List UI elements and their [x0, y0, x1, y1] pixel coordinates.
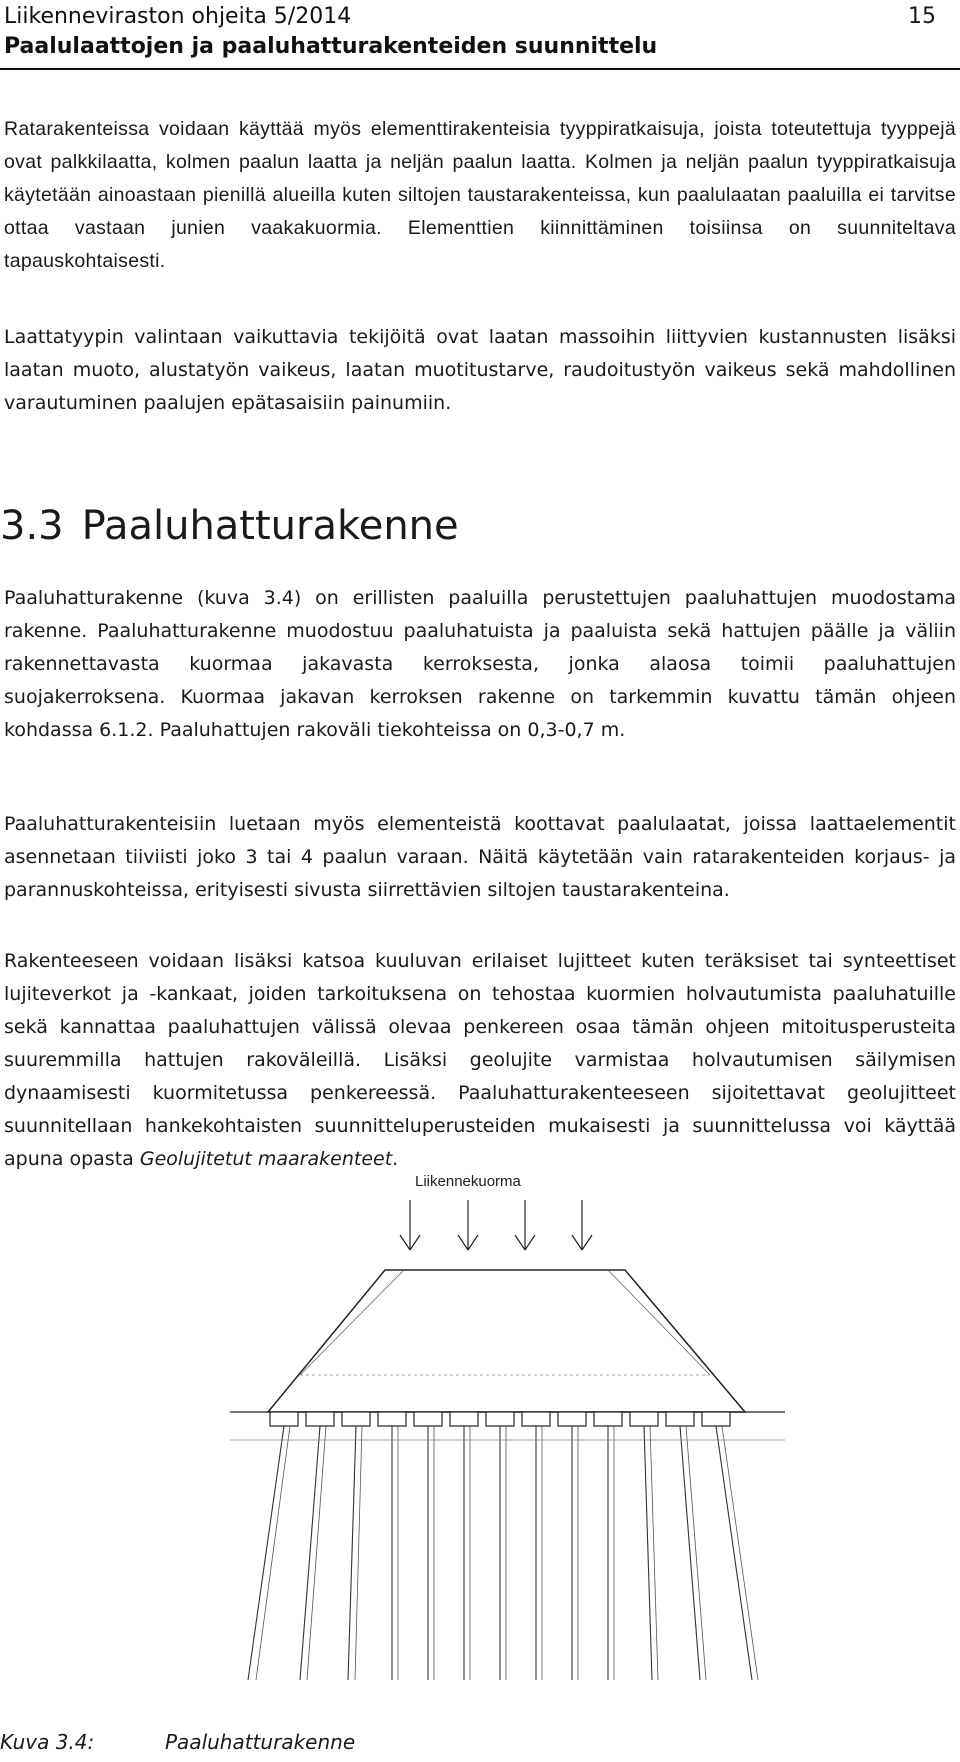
paragraph-element-types: Ratarakenteissa voidaan käyttää myös elementtirakenteisia tyyppiratkaisuja, joista toteutettuja tyyppejä ovat palkkilaatta, kolmen paalun laatta ja neljän paalun laatta. Kolmen ja neljän paalun tyyppiratkaisuja käytetään ainoastaan pienillä alueilla kuten siltojen taustarakenteissa, kun paalulaatan paaluilla ei tarvitse ottaa vastaan junien vaakakuormia. Elementtien kiinnittäminen toisiinsa on suunniteltava tapauskohtaisesti. — [4, 118, 956, 272]
embankment-outline — [268, 1270, 745, 1412]
figure-pile-cap-structure — [0, 1150, 960, 1710]
guide-reference: Geolujitetut maarakenteet — [139, 1148, 393, 1170]
load-arrows — [400, 1200, 592, 1250]
pile-caps — [270, 1412, 730, 1426]
pile-cap-diagram — [0, 1150, 960, 1710]
section-heading — [0, 500, 459, 552]
load-arrow-4 — [572, 1200, 592, 1250]
paragraph-element-slabs: Paaluhatturakenteisiin luetaan myös elementeistä koottavat paalulaatat, joissa laattaelementit asennetaan tiiviisti joko 3 tai 4 paalun varaan. Näitä käytetään vain ratarakenteiden korjaus- ja parannuskohteissa, erityisesti sivusta siirrettävien siltojen taustarakenteina. — [4, 813, 956, 901]
header-divider — [0, 68, 960, 70]
paragraph-pile-cap-definition: Paaluhatturakenne (kuva 3.4) on erillisten paaluilla perustettujen paaluhattujen muodostama rakenne. Paaluhatturakenne muodostuu paaluhatuista ja paaluista sekä hattujen päälle ja väliin rakennettavasta kuormaa jakavasta kerroksesta, jonka alaosa toimii paaluhattujen suojakerroksena. Kuormaa jakavan kerroksen rakenne on tarkemmin kuvattu tämän ohjeen kohdassa 6.1.2. Paaluhattujen rakoväli tiekohteissa on 0,3-0,7 m. — [4, 587, 956, 741]
section-title: Paaluhatturakenne — [81, 503, 459, 549]
page-number: 15 — [908, 4, 936, 29]
paragraph-end: . — [392, 1148, 399, 1170]
caption-text: Paaluhatturakenne — [165, 1730, 356, 1754]
paragraph-slab-selection: Laattatyypin valintaan vaikuttavia tekijöitä ovat laatan massoihin liittyvien kustannusten lisäksi laatan muoto, alustatyön vaikeus, laatan muotitustarve, raudoitustyön vaikeus sekä mahdollinen varautuminen paalujen epätasaisiin painumiin. — [4, 326, 956, 414]
figure-caption — [0, 1728, 356, 1756]
paragraph-reinforcement-text: Rakenteeseen voidaan lisäksi katsoa kuuluvan erilaiset lujitteet kuten teräksiset tai synteettiset lujiteverkot ja -kankaat, joiden tarkoituksena on tehostaa kuormien holvautumista paaluhatuille sekä kannattaa paaluhattujen välissä olevaa penkereen osaa tämän ohjeen mitoitusperusteita suuremmilla hattujen rakoväleillä. Lisäksi geolujite varmistaa holvautumisen säilymisen dynaamisesti kuormitetussa penkereessä. Paaluhatturakenteeseen sijoitettavat geolujitteet suunnitellaan hankekohtaisten suunnitteluperusteiden mukaisesti ja suunnittelussa voi käyttää apuna opasta — [4, 950, 956, 1170]
piles — [248, 1426, 752, 1680]
caption-number: Kuva 3.4: — [0, 1730, 95, 1754]
page-header — [0, 0, 960, 68]
load-arrow-1 — [400, 1200, 420, 1250]
paragraph-reinforcement — [4, 945, 956, 1176]
load-label: Liikennekuorma — [415, 1173, 521, 1190]
section-number: 3.3 — [0, 503, 64, 549]
document-title: Paalulaattojen ja paaluhatturakenteiden suunnittelu — [4, 34, 658, 59]
publication-title: Liikenneviraston ohjeita 5/2014 — [4, 4, 352, 29]
load-arrow-3 — [515, 1200, 535, 1250]
load-arrow-2 — [458, 1200, 478, 1250]
